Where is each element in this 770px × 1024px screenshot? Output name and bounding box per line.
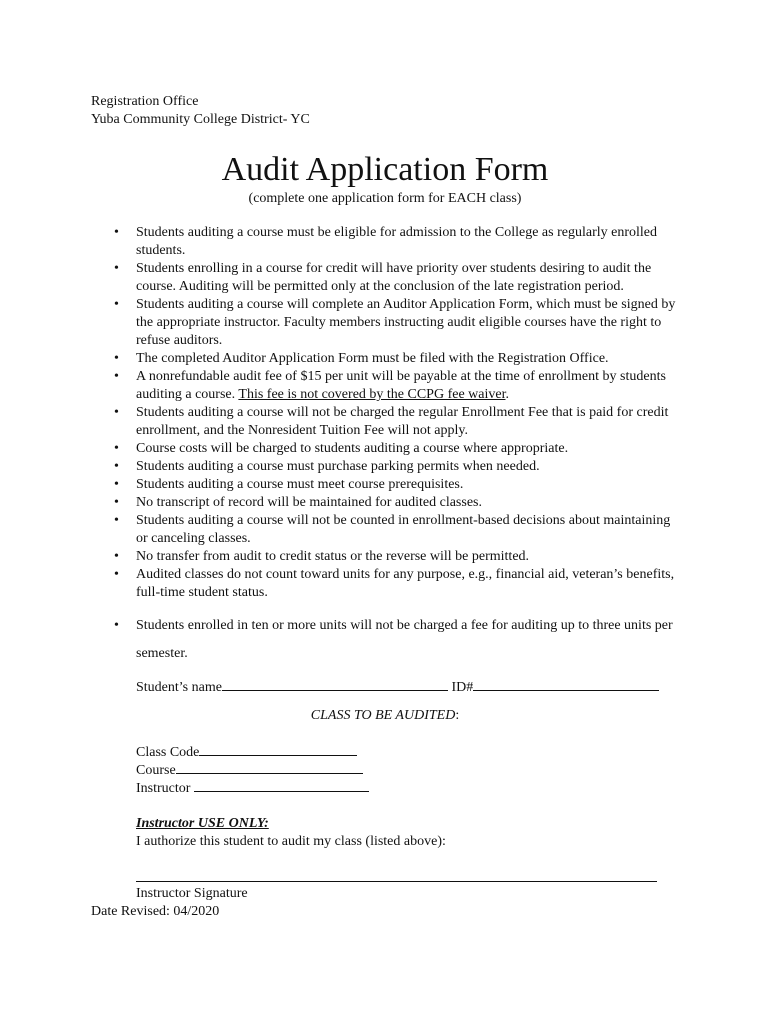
rule-item (114, 476, 676, 494)
rule-text: Students auditing a course must meet course prerequisites. (136, 477, 464, 492)
fee-rule-prefix: A nonrefundable audit fee of $15 per unit will be payable at the time of enrollment by students auditing a course. (136, 369, 666, 402)
course-row (136, 761, 363, 780)
district-name: Yuba Community College District- YC (91, 112, 310, 127)
rule-text: Students auditing a course will not be counted in enrollment-based decisions about maintaining or canceling classes. (136, 513, 671, 546)
bullet-icon: • (114, 549, 119, 564)
rule-text: Students enrolling in a course for credit will have priority over students desiring to audit the course. Auditing will be permitted only at the conclusion of the late registration period. (136, 261, 652, 294)
header-block (91, 93, 310, 129)
authorize-statement: I authorize this student to audit my class (listed above): (136, 834, 446, 849)
date-revised: Date Revised: 04/2020 (91, 904, 220, 919)
rules-list (114, 224, 676, 668)
instructor-signature-field[interactable] (136, 881, 657, 882)
rule-text: No transfer from audit to credit status or the reverse will be permitted. (136, 549, 530, 564)
fee-waiver-note: This fee is not covered by the CCPG fee waiver (238, 387, 506, 402)
rule-item-fee (114, 368, 676, 404)
instructor-use-only-heading: Instructor USE ONLY: (136, 816, 269, 831)
student-id-label: ID# (451, 680, 474, 695)
office-name: Registration Office (91, 94, 199, 109)
rule-item (114, 458, 676, 476)
page-title: Audit Application Form (221, 151, 549, 188)
class-code-row (136, 743, 357, 762)
rule-item (114, 296, 676, 350)
bullet-icon: • (114, 405, 119, 420)
student-id-field[interactable] (473, 678, 659, 691)
rule-item (114, 494, 676, 512)
course-label: Course (136, 763, 176, 778)
bullet-icon: • (114, 459, 119, 474)
rule-text: Course costs will be charged to students auditing a course where appropriate. (136, 441, 569, 456)
rule-text: Audited classes do not count toward units for any purpose, e.g., financial aid, veteran’s benefits, full-time student status. (136, 567, 675, 600)
class-to-be-audited-colon: : (455, 708, 460, 723)
rule-item (114, 512, 676, 548)
bullet-icon: • (114, 618, 119, 633)
class-to-be-audited-heading (0, 707, 770, 725)
rule-item (114, 350, 676, 368)
rule-item (114, 404, 676, 440)
fee-rule-suffix: . (505, 387, 509, 402)
student-info-row (136, 678, 659, 697)
rule-text: Students auditing a course will not be charged the regular Enrollment Fee that is paid for credit enrollment, and the Nonresident Tuition Fee will not apply. (136, 405, 669, 438)
instructor-label: Instructor (136, 781, 194, 796)
page-subtitle: (complete one application form for EACH class) (248, 191, 522, 206)
rule-item (114, 566, 676, 602)
rule-item (114, 440, 676, 458)
rule-item (114, 260, 676, 296)
student-name-field[interactable] (222, 678, 448, 691)
bullet-icon: • (114, 567, 119, 582)
rule-item (114, 224, 676, 260)
instructor-signature-label: Instructor Signature (136, 886, 248, 901)
class-to-be-audited-text: CLASS TO BE AUDITED (310, 708, 456, 723)
rule-text: Students auditing a course will complete an Auditor Application Form, which must be signed by the appropriate instructor. Faculty members instructing audit eligible courses have the right to refuse auditors. (136, 297, 676, 348)
bullet-icon: • (114, 369, 119, 384)
bullet-icon: • (114, 477, 119, 492)
rule-text: No transcript of record will be maintained for audited classes. (136, 495, 482, 510)
bullet-icon: • (114, 513, 119, 528)
course-field[interactable] (176, 761, 363, 774)
bullet-icon: • (114, 225, 119, 240)
bullet-icon: • (114, 297, 119, 312)
instructor-field[interactable] (194, 779, 369, 792)
class-code-field[interactable] (199, 743, 357, 756)
rule-text: Students auditing a course must be eligible for admission to the College as regularly enrolled students. (136, 225, 657, 258)
class-code-label: Class Code (136, 745, 200, 760)
bullet-icon: • (114, 261, 119, 276)
rule-item (114, 612, 676, 668)
rule-item (114, 548, 676, 566)
rule-text: Students auditing a course must purchase parking permits when needed. (136, 459, 540, 474)
rule-text: The completed Auditor Application Form must be filed with the Registration Office. (136, 351, 609, 366)
instructor-row (136, 779, 369, 798)
bullet-icon: • (114, 351, 119, 366)
rule-text: Students enrolled in ten or more units will not be charged a fee for auditing up to three units per semester. (136, 618, 673, 661)
bullet-icon: • (114, 441, 119, 456)
student-name-label: Student’s name (136, 680, 222, 695)
bullet-icon: • (114, 495, 119, 510)
